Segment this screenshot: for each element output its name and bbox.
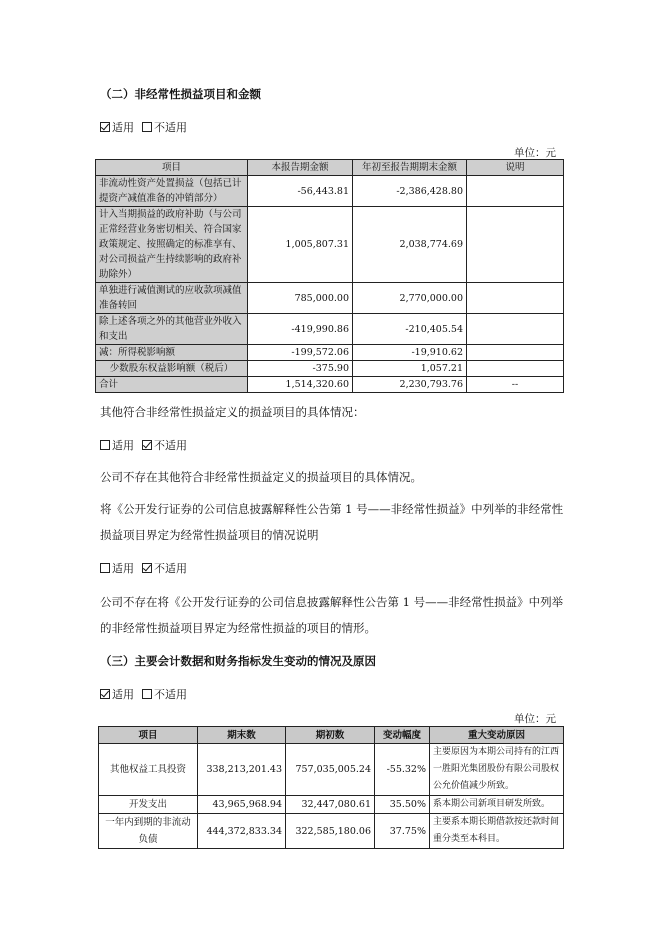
not-applicable-label: 不适用 (154, 439, 187, 452)
cell-end: 338,213,201.43 (198, 744, 286, 796)
cell-ytd: 2,770,000.00 (353, 283, 467, 314)
cell-ytd: -2,386,428.80 (353, 176, 467, 207)
header-change: 变动幅度 (375, 727, 430, 744)
section-title-nonrecurring: （二）非经常性损益项目和金额 (100, 87, 261, 101)
row-label: 除上述各项之外的其他营业外收入和支出 (96, 314, 248, 345)
nonrecurring-table (95, 159, 564, 393)
table-row (96, 207, 564, 283)
cell-ytd: -19,910.62 (353, 345, 467, 361)
table-row (99, 814, 564, 849)
header-ytd: 年初至报告期期末金额 (353, 160, 467, 176)
table-row (96, 361, 564, 377)
not-applicable-label: 不适用 (154, 562, 187, 575)
checked-box-icon[interactable] (100, 689, 110, 699)
cell-note (467, 283, 564, 314)
table-row-total (96, 377, 564, 393)
applicable-label: 适用 (112, 121, 134, 134)
table-row (99, 796, 564, 814)
header-reason: 重大变动原因 (430, 727, 564, 744)
applicable-label: 适用 (112, 439, 134, 452)
cell-current: 1,514,320.60 (248, 377, 353, 393)
header-item: 项目 (96, 160, 248, 176)
applicable-choice-3 (100, 560, 187, 576)
unchecked-box-icon[interactable] (142, 689, 152, 699)
row-label: 非流动性资产处置损益（包括已计提资产减值准备的冲销部分） (96, 176, 248, 207)
header-note: 说明 (467, 160, 564, 176)
row-label: 合计 (96, 377, 248, 393)
not-applicable-label: 不适用 (154, 688, 187, 701)
row-label: 减：所得税影响额 (96, 345, 248, 361)
applicable-choice-1 (100, 119, 187, 135)
cell-current: 785,000.00 (248, 283, 353, 314)
cell-change: -55.32% (375, 744, 430, 796)
unit-label: 单位：元 (514, 147, 556, 159)
cell-reason: 系本期公司新项目研发所致。 (430, 796, 564, 814)
cell-current: -56,443.81 (248, 176, 353, 207)
cell-ytd: 2,038,774.69 (353, 207, 467, 283)
row-label: 开发支出 (99, 796, 198, 814)
cell-begin: 322,585,180.06 (286, 814, 375, 849)
checked-box-icon[interactable] (142, 563, 152, 573)
applicable-label: 适用 (112, 688, 134, 701)
row-label: 其他权益工具投资 (99, 744, 198, 796)
header-current: 本报告期金额 (248, 160, 353, 176)
table-row (96, 314, 564, 345)
cell-ytd: 1,057.21 (353, 361, 467, 377)
cell-current: -199,572.06 (248, 345, 353, 361)
cell-end: 43,965,968.94 (198, 796, 286, 814)
cell-change: 35.50% (375, 796, 430, 814)
table-row (96, 345, 564, 361)
cell-note (467, 176, 564, 207)
header-item: 项目 (99, 727, 198, 744)
applicable-label: 适用 (112, 562, 134, 575)
changes-table (98, 726, 564, 849)
cell-begin: 757,035,005.24 (286, 744, 375, 796)
applicable-choice-2 (100, 437, 187, 453)
cell-current: 1,005,807.31 (248, 207, 353, 283)
paragraph-none-line2: 的非经常性损益项目界定为经常性损益的项目的情形。 (100, 621, 376, 635)
paragraph-none-line1: 公司不存在将《公开发行证券的公司信息披露解释性公告第 1 号——非经常性损益》中列举 (100, 595, 564, 609)
paragraph-other-definition: 其他符合非经常性损益定义的损益项目的具体情况： (100, 405, 365, 419)
table-row (96, 283, 564, 314)
table-row (96, 176, 564, 207)
section-title-changes: （三）主要会计数据和财务指标发生变动的情况及原因 (100, 654, 376, 668)
paragraph-no-other: 公司不存在其他符合非经常性损益定义的损益项目的具体情况。 (100, 470, 422, 484)
cell-note (467, 207, 564, 283)
checked-box-icon[interactable] (142, 440, 152, 450)
cell-note (467, 345, 564, 361)
header-begin: 期初数 (286, 727, 375, 744)
unchecked-box-icon[interactable] (100, 440, 110, 450)
cell-note (467, 314, 564, 345)
table-row (99, 744, 564, 796)
unchecked-box-icon[interactable] (100, 563, 110, 573)
cell-change: 37.75% (375, 814, 430, 849)
applicable-choice-4 (100, 686, 187, 702)
cell-reason: 主要系本期长期借款按还款时间重分类至本科目。 (430, 814, 564, 849)
unchecked-box-icon[interactable] (142, 122, 152, 132)
not-applicable-label: 不适用 (154, 121, 187, 134)
cell-current: -419,990.86 (248, 314, 353, 345)
cell-note: -- (467, 377, 564, 393)
cell-ytd: -210,405.54 (353, 314, 467, 345)
cell-current: -375.90 (248, 361, 353, 377)
header-end: 期末数 (198, 727, 286, 744)
cell-end: 444,372,833.34 (198, 814, 286, 849)
cell-reason: 主要原因为本期公司持有的江西一胜阳光集团股份有限公司股权公允价值减少所致。 (430, 744, 564, 796)
checked-box-icon[interactable] (100, 122, 110, 132)
row-label: 一年内到期的非流动负债 (99, 814, 198, 849)
row-label: 少数股东权益影响额（税后） (96, 361, 248, 377)
paragraph-explain-line1: 将《公开发行证券的公司信息披露解释性公告第 1 号——非经常性损益》中列举的非经常性 (100, 502, 564, 516)
unit-label-2: 单位：元 (514, 713, 556, 725)
row-label: 单独进行减值测试的应收款项减值准备转回 (96, 283, 248, 314)
paragraph-explain-line2: 损益项目界定为经常性损益项目的情况说明 (100, 528, 319, 542)
cell-begin: 32,447,080.61 (286, 796, 375, 814)
cell-ytd: 2,230,793.76 (353, 377, 467, 393)
row-label: 计入当期损益的政府补助（与公司正常经营业务密切相关、符合国家政策规定、按照确定的标准享有、对公司损益产生持续影响的政府补助除外） (96, 207, 248, 283)
cell-note (467, 361, 564, 377)
